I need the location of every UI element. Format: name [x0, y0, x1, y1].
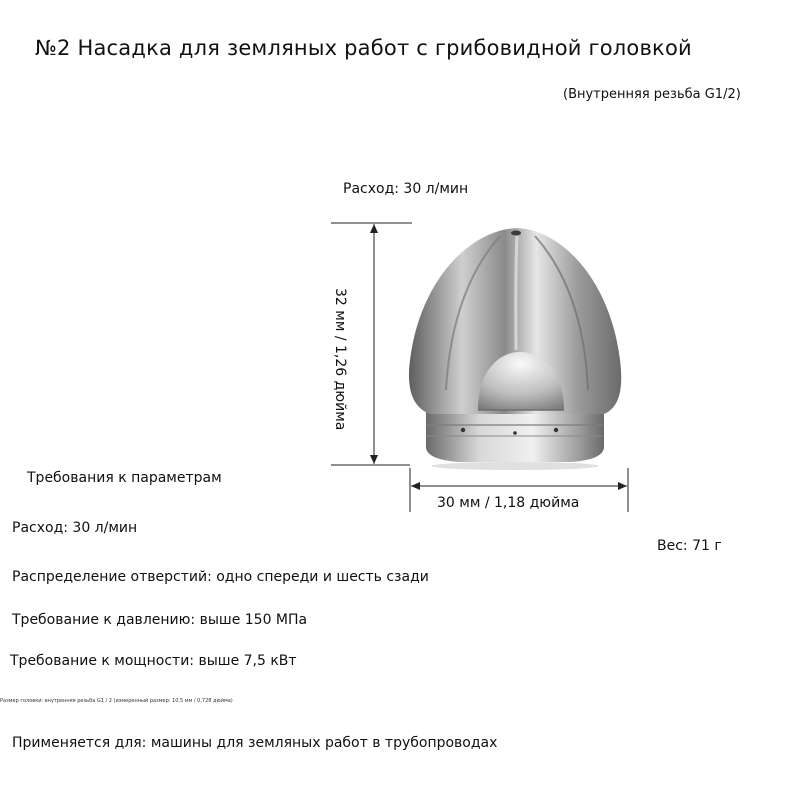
params-heading: Требования к параметрам — [27, 470, 222, 486]
rear-hole-icon — [513, 431, 517, 435]
thread-subtitle: (Внутренняя резьба G1/2) — [563, 87, 741, 102]
weight-label: Вес: 71 г — [657, 538, 722, 554]
height-arrow-top — [370, 224, 378, 233]
rear-hole-icon — [554, 428, 558, 432]
width-arrow-left — [411, 482, 420, 490]
width-dimension-label: 30 мм / 1,18 дюйма — [437, 495, 580, 511]
page-title: №2 Насадка для земляных работ с грибовидной головкой — [35, 36, 692, 60]
width-arrow-right — [618, 482, 627, 490]
spec-flow-rate: Расход: 30 л/мин — [12, 520, 138, 536]
spec-power: Требование к мощности: выше 7,5 кВт — [10, 653, 297, 669]
spec-hole-distribution: Распределение отверстий: одно спереди и шесть сзади — [12, 569, 429, 585]
spec-pressure: Требование к давлению: выше 150 МПа — [12, 612, 308, 628]
flow-rate-label: Расход: 30 л/мин — [343, 181, 469, 197]
thread-size-note: Размер головки: внутренняя резьба G1 / 2 (измеренный размер: 10,5 мм / 0,728 дюйма) — [0, 698, 233, 704]
rear-hole-icon — [461, 428, 465, 432]
front-hole-icon — [511, 231, 521, 236]
application-text: Применяется для: машины для земляных работ в трубопроводах — [12, 735, 498, 751]
height-arrow-bottom — [370, 455, 378, 464]
height-dimension-label: 32 мм / 1,26 дюйма — [332, 288, 348, 431]
